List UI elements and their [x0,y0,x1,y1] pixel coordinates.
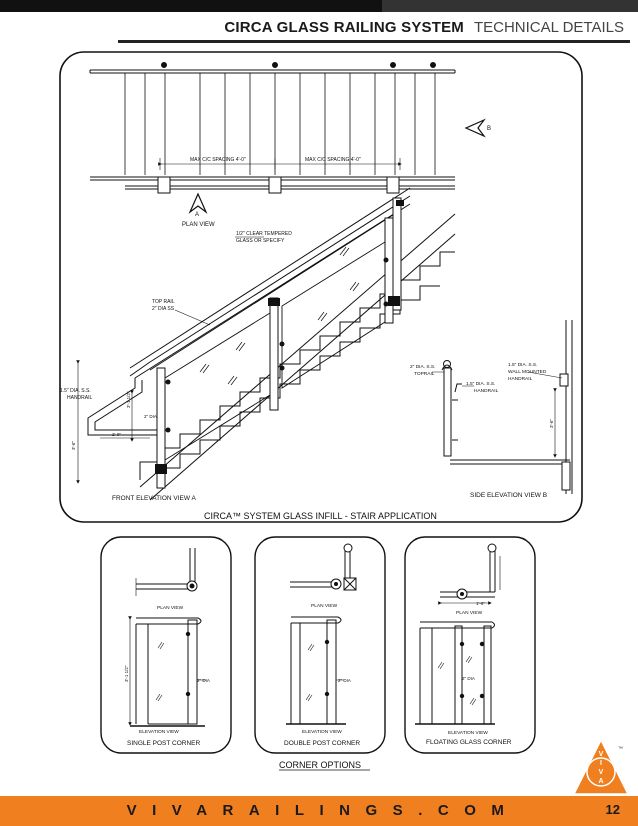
plan-spacing-right: MAX C/C SPACING 4'-0" [305,157,361,163]
section-marker-b-label: B [487,126,492,132]
corner-3-dim-label: 1'-6" [476,601,485,606]
dim-rail: 3'-1 1/2" [126,391,131,408]
plan-spacing-left: MAX C/C SPACING 4'-0" [190,157,246,163]
dim-height: 3'-6" [71,441,76,450]
main-caption: CIRCA™ SYSTEM GLASS INFILL - STAIR APPLICATION [204,511,437,521]
corner-3-dia-label: 2" DIA [462,676,475,681]
corner-box-floating [405,537,535,753]
footer-bar [0,796,638,826]
side-wall-line-3: HANDRAIL [508,377,533,382]
footer-website: VIVARAILINGS.COM [126,802,520,819]
corner-options-label: CORNER OPTIONS [279,760,362,770]
title-system-name: CIRCA GLASS RAILING SYSTEM [224,19,464,36]
side-elevation-label: SIDE ELEVATION VIEW B [470,492,548,499]
side-elevation [432,320,572,494]
title-section-name: TECHNICAL DETAILS [473,19,624,36]
logo-letter-4: A [598,778,604,785]
corner-3-title: FLOATING GLASS CORNER [426,739,512,746]
corner-1-dia-label: 2" DIA [197,678,210,683]
logo-letter-2: I [600,760,602,767]
main-drawing-frame [60,52,582,522]
corner-1-plan-label: PLAN VIEW [157,606,184,611]
dim-2in-dia: 2" DIA [144,414,157,419]
front-dimensions [78,237,264,482]
side-wall-line-2: WALL MOUNTED [508,370,547,375]
stair-stringer [140,214,455,500]
corner-2-title: DOUBLE POST CORNER [284,740,361,747]
glass-note-line-1: 1/2" CLEAR TEMPERED [236,231,292,237]
logo-letter-3: V [598,769,604,776]
dim-2ft: 2'-0" [112,432,121,437]
corner-2-elevation-label: ELEVATION VIEW [302,730,342,735]
corner-box-double [255,537,385,753]
logo-tm: ™ [618,746,623,752]
plan-view-label: PLAN VIEW [182,222,215,228]
side-toprail-line-2: TOPRAIL [414,372,435,377]
toprail-note-line-2: 2" DIA SS [152,306,175,312]
corner-2-dia-label: 2" DIA [338,678,351,683]
corner-box-single [101,537,231,753]
handrail-note-line-2: HANDRAIL [67,395,93,401]
page-number: 12 [605,802,620,817]
section-marker-b [466,120,484,136]
side-handrail-line-1: 1.5" DIA. S.S. [466,382,496,387]
plan-view [90,63,455,194]
corner-2-plan-label: PLAN VIEW [311,604,338,609]
front-elevation-label: FRONT ELEVATION VIEW A [112,495,196,502]
corner-1-title: SINGLE POST CORNER [127,740,201,747]
glass-note-line-2: GLASS OR SPECIFY [236,238,285,244]
logo-letter-1: V [598,751,604,758]
plan-balusters [125,73,435,175]
handrail-note-line-1: 1.5" DIA. S.S. [60,388,91,394]
section-marker-a [190,194,206,212]
corner-3-elevation-label: ELEVATION VIEW [448,731,488,736]
side-dim: 3'-6" [549,419,554,428]
side-wall-line-1: 1.5" DIA. S.S. [508,363,538,368]
side-toprail-line-1: 2" DIA. S.S. [410,365,436,370]
corner-1-elevation-label: ELEVATION VIEW [139,730,179,735]
corner-1-dim-label: 3'-1 1/2" [124,665,129,682]
viva-logo [572,738,630,796]
side-handrail-line-2: HANDRAIL [474,389,499,394]
section-marker-a-label: A [195,212,200,218]
corner-3-plan-label: PLAN VIEW [456,611,483,616]
toprail-note-line-1: TOP RAIL [152,299,175,305]
